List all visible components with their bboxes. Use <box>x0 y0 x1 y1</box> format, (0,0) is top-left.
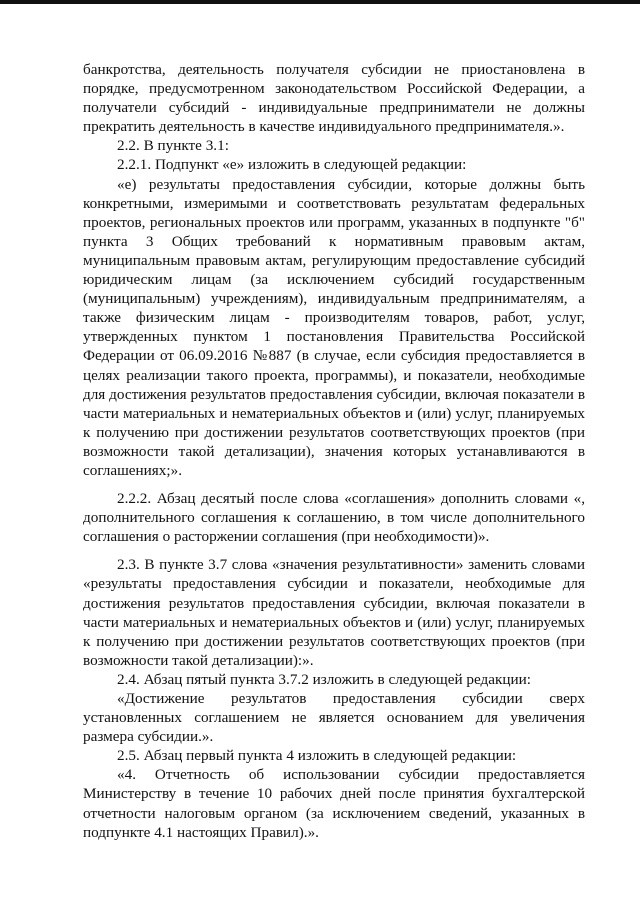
paragraph-bankruptcy-continuation: банкротства, деятельность получателя субсидии не приостановлена в порядке, предусмотренном законодательством Российской Федерации, а получатели субсидий - индивидуальные предприниматели не должны прекратить деятельность в качестве индивидуального предпринимателя.». <box>83 61 585 136</box>
paragraph-achievement-quote: «Достижение результатов предоставления субсидии сверх установленных соглашением не является основанием для увеличения размера субсидии.». <box>83 690 585 746</box>
paragraph-clause-2-4: 2.4. Абзац пятый пункта 3.7.2 изложить в следующей редакции: <box>117 670 531 688</box>
paragraph-clause-2-2: 2.2. В пункте 3.1: <box>117 137 229 155</box>
paragraph-reporting-quote: «4. Отчетность об использовании субсидии предоставляется Министерству в течение 10 рабочих дней после принятия бухгалтерской отчетности налоговым органом (за исключением сведений, указанных в подпункте 4.1 настоящих Правил).». <box>83 766 585 841</box>
paragraph-clause-2-2-2: 2.2.2. Абзац десятый после слова «соглашения» дополнить словами «, дополнительного соглашения к соглашению, в том числе дополнительного соглашения о расторжении соглашения (при необходимости)». <box>83 490 585 546</box>
document-page <box>83 60 585 842</box>
paragraph-subitem-e: «е) результаты предоставления субсидии, которые должны быть конкретными, измеримыми и соответствовать результатам федеральных проектов, региональных проектов или программ, указанных в подпункте "б" пункта 3 Общих требований к нормативным правовым актам, муниципальным правовым актам, регулирующим предоставление субсидий юридическим лицам (за исключением субсидий государственным (муниципальным) учреждениям), индивидуальным предпринимателям, а также физическим лицам - производителям товаров, работ, услуг, утвержденных пунктом 1 постановления Правительства Российской Федерации от 06.09.2016 №887 (в случае, если субсидия предоставляется в целях реализации такого проекта, программы), и показатели, необходимые для достижения результатов предоставления субсидии, включая показатели в части материальных и нематериальных объектов и (или) услуг, планируемых к получению при достижении результатов соответствующих проектов (при возможности такой детализации), значения которых устанавливаются в соглашениях;». <box>83 175 585 479</box>
paragraph-clause-2-3: 2.3. В пункте 3.7 слова «значения результативности» заменить словами «результаты предоставления субсидии и показатели, необходимые для достижения результатов предоставления субсидии, включая показатели в части материальных и нематериальных объектов и (или) услуг, планируемых к получению при достижении результатов соответствующих проектов (при возможности такой детализации):». <box>83 556 585 669</box>
page-top-edge <box>0 0 640 4</box>
paragraph-clause-2-2-1: 2.2.1. Подпункт «е» изложить в следующей редакции: <box>117 156 467 174</box>
paragraph-clause-2-5: 2.5. Абзац первый пункта 4 изложить в следующей редакции: <box>117 747 517 765</box>
